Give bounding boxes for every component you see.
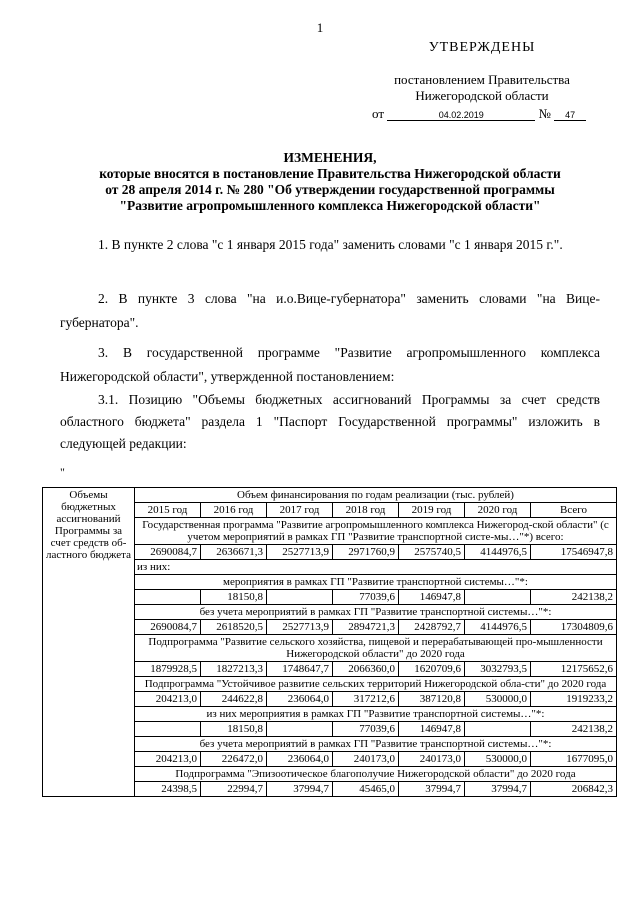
table-value-cell: [465, 590, 531, 605]
table-section-label: мероприятия в рамках ГП "Развитие транспортной системы…"*:: [135, 575, 617, 590]
opening-quote: ": [60, 465, 65, 479]
year-header-cell: 2015 год: [135, 503, 201, 518]
approval-line-2: Нижегородской области: [415, 88, 549, 103]
year-header-cell: 2019 год: [399, 503, 465, 518]
approval-date-line: [372, 106, 592, 122]
approval-date: 04.02.2019: [387, 110, 535, 121]
table-value-cell: 37994,7: [267, 782, 333, 797]
table-value-cell: 317212,6: [333, 692, 399, 707]
table-value-cell: 146947,8: [399, 722, 465, 737]
table-section-label: без учета мероприятий в рамках ГП "Развитие транспортной системы…"*:: [135, 737, 617, 752]
table-value-cell: 24398,5: [135, 782, 201, 797]
table-value-cell: 530000,0: [465, 752, 531, 767]
row-label-cell: Объемы бюджетных ассигнований Программы за счет средств об-ластного бюджета: [43, 488, 135, 797]
table-section-label: Подпрограмма "Развитие сельского хозяйства, пищевой и перерабатывающей про-мышленности Нижегородской области" до 2020 года: [135, 635, 617, 662]
table-value-cell: 12175652,6: [531, 662, 617, 677]
table-section-label: из них мероприятия в рамках ГП "Развитие транспортной системы…"*:: [135, 707, 617, 722]
table-value-cell: [267, 722, 333, 737]
table-value-cell: 240173,0: [399, 752, 465, 767]
table-value-cell: 18150,8: [201, 722, 267, 737]
table-value-cell: 236064,0: [267, 752, 333, 767]
table-value-cell: 1919233,2: [531, 692, 617, 707]
table-value-cell: 17304809,6: [531, 620, 617, 635]
approval-block: [372, 40, 592, 122]
year-header-cell: 2018 год: [333, 503, 399, 518]
table-value-cell: [465, 722, 531, 737]
table-value-cell: 45465,0: [333, 782, 399, 797]
table-value-cell: 37994,7: [399, 782, 465, 797]
table-value-cell: 2575740,5: [399, 545, 465, 560]
table-value-cell: [135, 722, 201, 737]
header-title-cell: Объем финансирования по годам реализации (тыс. рублей): [135, 488, 617, 503]
table-value-cell: 2618520,5: [201, 620, 267, 635]
document-heading: [40, 150, 620, 214]
table-value-cell: [267, 590, 333, 605]
year-header-cell: 2017 год: [267, 503, 333, 518]
table-value-cell: 2066360,0: [333, 662, 399, 677]
paragraph-2: 2. В пункте 3 слова "на и.о.Вице-губернатора" заменить словами "на Вице-губернатора".: [60, 291, 600, 330]
approval-line-1: постановлением Правительства: [394, 72, 570, 87]
heading-line-1: ИЗМЕНЕНИЯ,: [283, 150, 377, 165]
table-value-cell: 77039,6: [333, 722, 399, 737]
table-value-cell: 244622,8: [201, 692, 267, 707]
heading-line-4: "Развитие агропромышленного комплекса Нижегородской области": [119, 198, 541, 213]
table-value-cell: 206842,3: [531, 782, 617, 797]
table-value-cell: 530000,0: [465, 692, 531, 707]
year-header-cell: 2020 год: [465, 503, 531, 518]
table-value-cell: 2636671,3: [201, 545, 267, 560]
table-value-cell: 4144976,5: [465, 545, 531, 560]
heading-line-2: которые вносятся в постановление Правительства Нижегородской области: [99, 166, 561, 181]
table-value-cell: 1748647,7: [267, 662, 333, 677]
paragraph-3: 3. В государственной программе "Развитие агропромышленного комплекса Нижегородской области", утвержденной постановлением:: [60, 345, 600, 384]
table-value-cell: 2894721,3: [333, 620, 399, 635]
table-header-row: [43, 488, 617, 503]
table-section-label: без учета мероприятий в рамках ГП "Развитие транспортной системы…"*:: [135, 605, 617, 620]
year-header-cell: 2016 год: [201, 503, 267, 518]
table-value-cell: 1879928,5: [135, 662, 201, 677]
table-value-cell: 1677095,0: [531, 752, 617, 767]
table-value-cell: 2690084,7: [135, 545, 201, 560]
table-value-cell: 226472,0: [201, 752, 267, 767]
table-value-cell: 1620709,6: [399, 662, 465, 677]
table-value-cell: 242138,2: [531, 722, 617, 737]
table-section-label: Государственная программа "Развитие агропромышленного комплекса Нижегород-ской области" (с учетом мероприятий в рамках ГП "Развитие транспортной систе-мы…"*) всего:: [135, 518, 617, 545]
table-value-cell: 22994,7: [201, 782, 267, 797]
year-header-cell: Всего: [531, 503, 617, 518]
table-value-cell: 2690084,7: [135, 620, 201, 635]
heading-line-3: от 28 апреля 2014 г. № 280 "Об утверждении государственной программы: [105, 182, 555, 197]
table-value-cell: 4144976,5: [465, 620, 531, 635]
table-value-cell: 204213,0: [135, 692, 201, 707]
table-value-cell: [135, 590, 201, 605]
table-value-cell: 2527713,9: [267, 545, 333, 560]
table-value-cell: 18150,8: [201, 590, 267, 605]
number-label: №: [538, 106, 551, 121]
table-section-label: Подпрограмма "Устойчивое развитие сельских территорий Нижегородской обла-сти" до 2020 года: [135, 677, 617, 692]
table-value-cell: 77039,6: [333, 590, 399, 605]
paragraph-4: 3.1. Позицию "Объемы бюджетных ассигнований Программы за счет средств областного бюджета" раздела 1 "Паспорт Государственной программы" изложить в следующей редакции:: [60, 392, 600, 451]
table-value-cell: 2527713,9: [267, 620, 333, 635]
table-value-cell: 242138,2: [531, 590, 617, 605]
table-value-cell: 204213,0: [135, 752, 201, 767]
table-section-label: Подпрограмма "Эпизоотическое благополучие Нижегородской области" до 2020 года: [135, 767, 617, 782]
page-number: 1: [316, 20, 324, 35]
approval-title: УТВЕРЖДЕНЫ: [428, 40, 536, 55]
table-section-label: из них:: [135, 560, 617, 575]
table-value-cell: 1827213,3: [201, 662, 267, 677]
table-value-cell: 37994,7: [465, 782, 531, 797]
table-value-cell: 387120,8: [399, 692, 465, 707]
budget-table: [42, 487, 617, 797]
table-value-cell: 17546947,8: [531, 545, 617, 560]
table-value-cell: 3032793,5: [465, 662, 531, 677]
table-value-cell: 240173,0: [333, 752, 399, 767]
table-value-cell: 236064,0: [267, 692, 333, 707]
table-value-cell: 2971760,9: [333, 545, 399, 560]
from-label: от: [372, 106, 385, 121]
table-value-cell: 2428792,7: [399, 620, 465, 635]
approval-number: 47: [554, 110, 586, 121]
table-value-cell: 146947,8: [399, 590, 465, 605]
paragraph-1: 1. В пункте 2 слова "с 1 января 2015 года" заменить словами "с 1 января 2015 г.".: [98, 237, 563, 252]
